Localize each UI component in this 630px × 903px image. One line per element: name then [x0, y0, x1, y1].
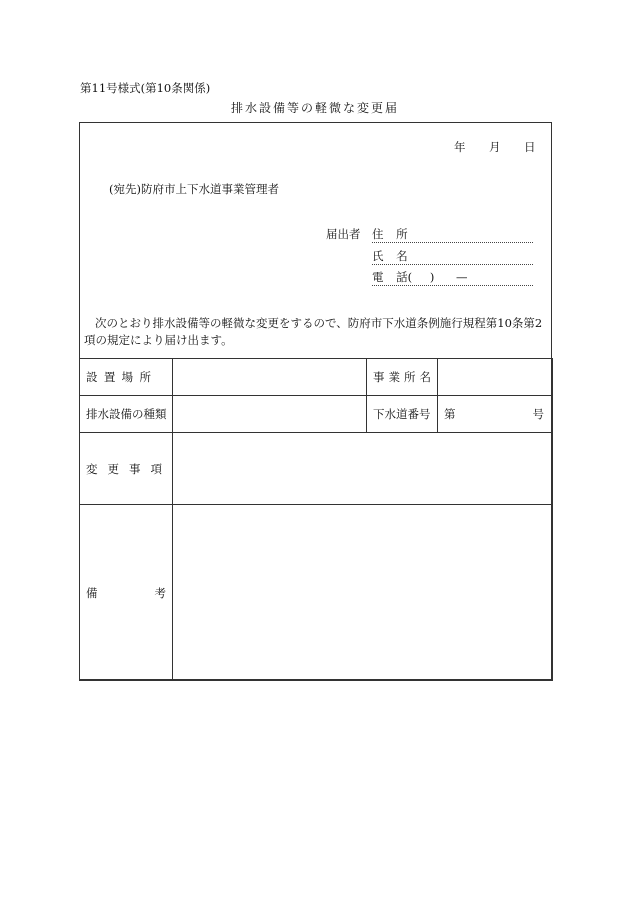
remarks-label-cell — [80, 505, 173, 681]
form-table — [79, 358, 553, 681]
date-day: 日 — [524, 140, 536, 154]
location-label-cell — [80, 359, 173, 396]
facility-type-label-cell: 排水設備の種類 — [80, 396, 173, 433]
changes-label-1: 変 — [86, 461, 98, 476]
business-name-value-cell[interactable] — [438, 359, 553, 396]
business-name-label-cell — [367, 359, 438, 396]
sewer-number-suffix: 号 — [532, 407, 544, 421]
addressee: (宛先)防府市上下水道事業管理者 — [109, 182, 279, 196]
form-number: 第11号様式(第10条関係) — [80, 81, 211, 95]
table-row — [80, 359, 553, 396]
changes-label-4: 項 — [150, 461, 162, 476]
sewer-number-prefix: 第 — [444, 407, 456, 421]
location-value-cell[interactable] — [173, 359, 367, 396]
facility-type-value-cell[interactable] — [173, 396, 367, 433]
date-month: 月 — [489, 140, 501, 154]
changes-label-2: 更 — [107, 461, 119, 476]
date-year: 年 — [454, 140, 466, 154]
remarks-label-1: 備 — [86, 585, 98, 600]
business-name-label-3: 所 — [404, 370, 416, 384]
location-label-4: 所 — [139, 370, 151, 384]
name-label-2: 名 — [396, 249, 408, 263]
sewer-number-label-cell: 下水道番号 — [367, 396, 438, 433]
location-label-2: 置 — [103, 370, 116, 384]
table-row — [80, 433, 553, 505]
address-field[interactable] — [372, 226, 533, 243]
remarks-value-cell[interactable] — [173, 505, 553, 681]
address-label-2: 所 — [396, 227, 408, 241]
phone-label-1: 電 — [372, 270, 384, 284]
business-name-label-1: 事 — [373, 370, 385, 384]
remarks-label-2: 考 — [154, 585, 166, 600]
changes-value-cell[interactable] — [173, 433, 553, 505]
table-row — [80, 396, 553, 433]
address-label-1: 住 — [372, 227, 384, 241]
changes-label-cell — [80, 433, 173, 505]
name-label-1: 氏 — [372, 249, 384, 263]
business-name-label-2: 業 — [388, 370, 400, 384]
applicant-label: 届出者 — [326, 227, 361, 241]
table-row — [80, 505, 553, 681]
phone-paren-close: ) — [429, 270, 435, 284]
changes-label-3: 事 — [129, 461, 141, 476]
document-title: 排水設備等の軽微な変更届 — [230, 101, 399, 115]
business-name-label-4: 名 — [419, 370, 431, 384]
phone-field[interactable] — [372, 269, 533, 286]
sewer-number-value-cell[interactable] — [438, 396, 553, 433]
phone-label-2: 話( — [396, 270, 413, 284]
location-label-3: 場 — [121, 370, 134, 384]
declaration-text: 次のとおり排水設備等の軽微な変更をするので、防府市下水道条例施行規程第10条第2項の規定により届け出ます。 — [84, 316, 543, 347]
name-field[interactable] — [372, 248, 533, 265]
phone-dash: — — [455, 270, 468, 284]
location-label-1: 設 — [86, 370, 98, 384]
